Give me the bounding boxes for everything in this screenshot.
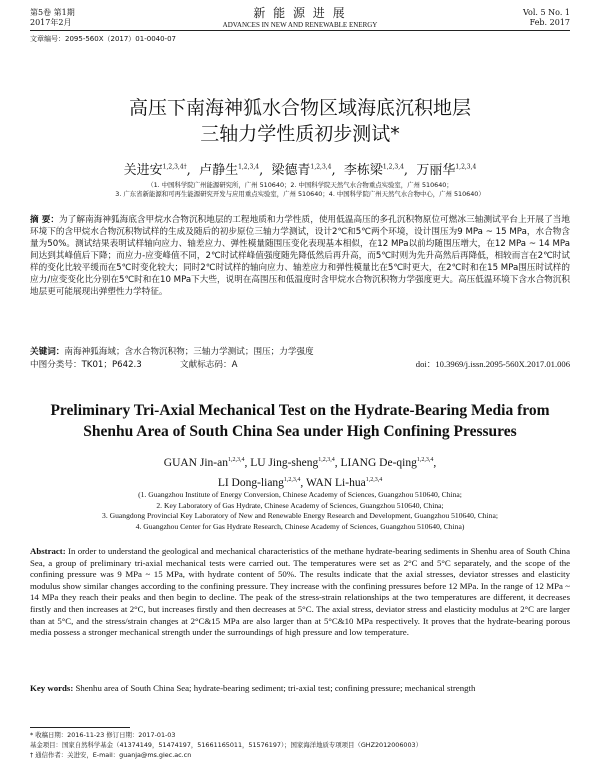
footnote — [30, 730, 570, 760]
affiliation-en-3: 3. Guangdong Provincial Key Laboratory of New and Renewable Energy Research and Development, Guangzhou 510640, China; — [102, 511, 498, 521]
footnote-dates: * 收稿日期：2016-11-23 修订日期：2017-01-03 — [30, 731, 176, 739]
volume-number: Vol. 5 No. 1 — [523, 8, 570, 17]
footnote-rule — [30, 727, 130, 728]
doi: doi：10.3969/j.issn.2095-560X.2017.01.006 — [415, 359, 570, 369]
title-en — [40, 400, 560, 442]
document-code: 文献标志码：A — [180, 360, 238, 370]
classification-line — [30, 358, 570, 371]
title-cn-line1: 高压下南海神狐水合物区域海底沉积地层 — [128, 97, 471, 119]
title-en-line1: Preliminary Tri-Axial Mechanical Test on the Hydrate-Bearing Media from — [50, 402, 550, 419]
author-en-1: GUAN Jin-an$^{1,2,3,4}$ — [163, 456, 245, 469]
abstract-en-label: Abstract: — [30, 546, 66, 556]
authors-en-line1: GUAN Jin-an$^{1,2,3,4}$, LU Jing-sheng$^{1,2,3,4}$, LIANG De-qing$^{1,2,3,4}$, — [163, 456, 437, 469]
title-cn-line2: 三轴力学性质初步测试* — [200, 123, 400, 145]
journal-name — [170, 4, 430, 30]
footnote-corresponding: † 通信作者：关进安，E-mail：guanja@ms.giec.ac.cn — [30, 751, 192, 759]
abstract-en-text: In order to understand the geological and mechanical characteristics of the methane hydrate-bearing sediments in Shenhu area of South China Sea, a group of preliminary tri-axial mechanical tests were carried out. The temperatures were set as 2°C and 5°C separately, and the scope of the confining pressure was 9 MPa ~ 15 MPa, with hydrate content of 50%. The results indicate that the axial stresses, deviator stresses and elasticity modulus show similar changes according to the confining pressure. They increase with the confining pressures before 12 MPa. In the range of 12 MPa ~ 14 MPa they reach their peaks and then begin to decline. The peak of the stress-strain relationships at the two temperatures are different, it decreases firstly and then increases at 2°C, but increases firstly and then decreases at 5°C. The axial stress, deviator stress and elasticity modulus at 2°C are larger than at 5°C, and the stress/strain changes at 2°C&15 MPa are also larger than at 5°C&10 MPa respectively. It proves that the hydrate-bearing porous media possess a stronger mechanical strength under the surroundings of high pressure and low temperature. — [30, 546, 570, 638]
abstract-cn-label: 摘 要： — [30, 215, 60, 225]
journal-name-cn: 新 能 源 进 展 — [253, 6, 347, 20]
affiliations-en — [40, 490, 560, 532]
affiliations-cn — [40, 181, 560, 199]
abstract-cn-text: 为了解南海神狐海底含甲烷水合物沉积地层的工程地质和力学性质，使用低温高压的多孔沉积物原位可燃冰三轴测试平台上开展了当地环境下的含甲烷水合物沉积物试样的生成及随后的初步原位三轴力学测试，设计2℃和5℃两个环境，设计围压为9 MPa ~ 15 MPa，水合物含量为50%。测试结果表明试样轴向应力、轴差应力、弹性模量随围压变化表现基本相似，在12 MPa以前均随围压增大，在12 MPa ~ 14 MPa间达到其峰值后下降；而应力-应变峰值不同，2℃时试样峰值强度随先降低然后再升高，而5℃时则为先升高然后再降低，相较而言在2℃时试样的变化比较平缓而在5℃时变化较大；同时2℃时试样的轴向应力、轴差应力和弹性模量比在5℃时更大，在2℃时和在15 MPa围压时试样的应力/应变变化比分别在5℃时和在10 MPa下大些，说明在高围压和低温度时含甲烷水合物沉积物力学强度更大。高压低温环境下含水合物沉积地层更可能展现出弹塑性力学特征。 — [30, 215, 570, 297]
header-rule — [30, 30, 570, 31]
author-cn-2: 卢静生$^{1,2,3,4}$ — [199, 163, 260, 178]
author-en-3: LIANG De-qing$^{1,2,3,4}$ — [340, 456, 434, 469]
keywords-cn-label: 关键词： — [30, 347, 65, 357]
authors-en-line2: LI Dong-liang$^{1,2,3,4}$, WAN Li-hua$^{1,2,3,4}$ — [217, 476, 383, 489]
volume-date: Feb. 2017 — [529, 18, 570, 27]
authors-cn: 关进安$^{1,2,3,4\dagger}$, 卢静生$^{1,2,3,4}$, 梁德青$^{1,2,3,4}$, 李栋梁$^{1,2,3,4}$, 万丽华$^{1,2,3,4}$ — [123, 163, 477, 178]
keywords-en-text: Shenhu area of South China Sea; hydrate-bearing sediment; tri-axial test; confining pressure; mechanical strength — [75, 683, 476, 693]
keywords-cn — [30, 346, 570, 358]
journal-name-en: ADVANCES IN NEW AND RENEWABLE ENERGY — [222, 21, 378, 29]
keywords-cn-text: 南海神狐海域；含水合物沉积物；三轴力学测试；围压；力学强度 — [64, 347, 314, 357]
issue-volume: 第5卷 第1期 — [30, 8, 75, 17]
author-en-4: LI Dong-liang$^{1,2,3,4}$ — [217, 476, 301, 489]
affiliation-en-2: 2. Key Laboratory of Gas Hydrate, Chinese Academy of Sciences, Guangzhou 510640, China; — [156, 500, 444, 510]
author-cn-4: 李栋梁$^{1,2,3,4}$ — [343, 163, 404, 178]
affiliation-cn-line1: （1. 中国科学院广州能源研究所，广州 510640；2. 中国科学院天然气水合物重点实验室，广州 510640； — [147, 181, 453, 189]
author-cn-3: 梁德青$^{1,2,3,4}$ — [271, 163, 332, 178]
affiliation-en-1: (1. Guangzhou Institute of Energy Conversion, Chinese Academy of Sciences, Guangzhou 510640, China; — [138, 490, 462, 499]
footnote-funding: 基金项目：国家自然科学基金（41374149，51474197，51661165011，51576197）；国家海洋地质专项项目（GHZ2012006003） — [30, 741, 423, 749]
affiliation-cn-line2: 3. 广东省新能源和可再生能源研究开发与应用重点实验室，广州 510640；4. 中国科学院广州天然气水合物中心，广州 510640） — [115, 190, 485, 198]
abstract-en — [30, 546, 570, 639]
keywords-en-label: Key words: — [30, 683, 74, 693]
article-number: 文章编号：2095-560X（2017）01-0040-07 — [30, 35, 176, 43]
issue-date: 2017年2月 — [30, 18, 72, 27]
author-cn-5: 万丽华$^{1,2,3,4}$ — [416, 163, 477, 178]
authors-en — [60, 452, 540, 492]
title-en-line2: Shenhu Area of South China Sea under High Confining Pressures — [83, 423, 517, 440]
journal-volume-en — [430, 8, 570, 28]
journal-issue-info — [30, 8, 170, 28]
clc-number: 中图分类号：TK01；P642.3 — [30, 360, 142, 370]
keywords-en — [30, 683, 570, 695]
title-cn — [30, 95, 570, 147]
affiliation-en-4: 4. Guangzhou Center for Gas Hydrate Research, Chinese Academy of Sciences, Guangzhou 510640, China) — [135, 521, 465, 531]
author-en-5: WAN Li-hua$^{1,2,3,4}$ — [305, 476, 383, 489]
abstract-cn — [30, 214, 570, 298]
author-cn-1: 关进安$^{1,2,3,4\dagger}$ — [123, 163, 187, 178]
author-en-2: LU Jing-sheng$^{1,2,3,4}$ — [250, 456, 335, 469]
